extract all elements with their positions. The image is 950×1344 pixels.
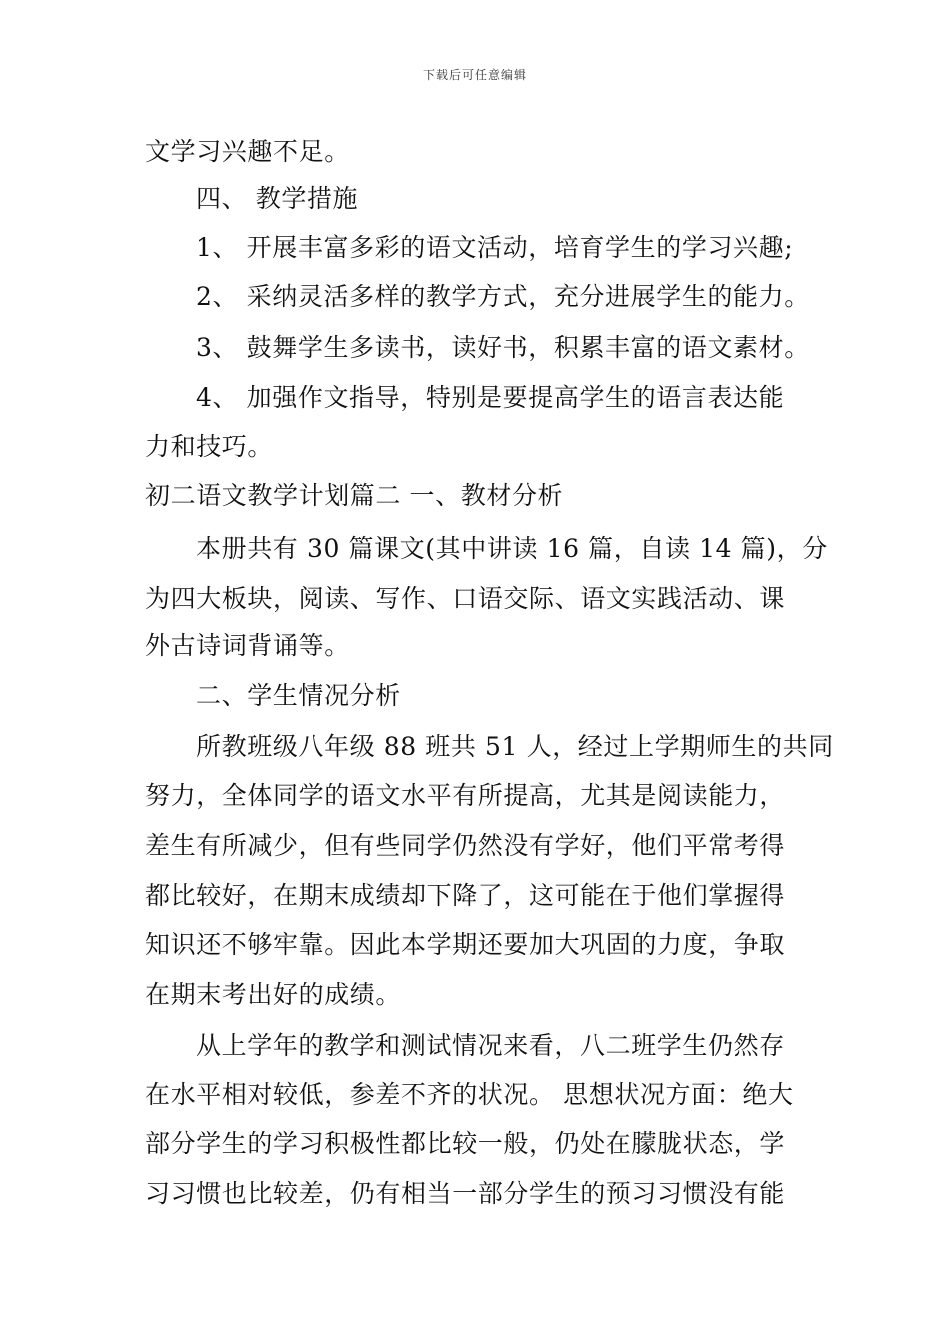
paragraph-line: 从上学年的教学和测试情况来看，八二班学生仍然存 <box>196 1031 785 1060</box>
paragraph-line: 在期末考出好的成绩。 <box>145 980 402 1009</box>
text-line: 力和技巧。 <box>145 432 274 461</box>
section-heading: 二、学生情况分析 <box>196 681 401 710</box>
list-item: 2、 采纳灵活多样的教学方式，充分进展学生的能力。 <box>196 282 810 311</box>
paragraph-line: 外古诗词背诵等。 <box>145 631 350 660</box>
list-item: 3、 鼓舞学生多读书，读好书，积累丰富的语文素材。 <box>196 333 810 362</box>
paragraph-line: 部分学生的学习积极性都比较一般，仍处在朦胧状态，学 <box>145 1129 786 1158</box>
section-title: 初二语文教学计划篇二 一、教材分析 <box>145 481 564 510</box>
paragraph-line: 都比较好，在期末成绩却下降了，这可能在于他们掌握得 <box>145 881 786 910</box>
paragraph-line: 知识还不够牢靠。因此本学期还要加大巩固的力度，争取 <box>145 930 786 959</box>
paragraph-line: 在水平相对较低，参差不齐的状况。 思想状况方面：绝大 <box>145 1080 794 1109</box>
paragraph-line: 努力，全体同学的语文水平有所提高，尤其是阅读能力， <box>145 781 786 810</box>
paragraph-line: 所教班级八年级 88 班共 51 人，经过上学期师生的共同 <box>196 732 834 761</box>
paragraph-line: 本册共有 30 篇课文(其中讲读 16 篇，自读 14 篇)，分 <box>196 534 828 563</box>
paragraph-line: 为四大板块，阅读、写作、口语交际、语文实践活动、课 <box>145 584 786 613</box>
header-note: 下载后可任意编辑 <box>422 68 527 82</box>
paragraph-line: 习习惯也比较差，仍有相当一部分学生的预习习惯没有能 <box>145 1179 786 1208</box>
text-line: 文学习兴趣不足。 <box>145 137 350 166</box>
paragraph-line: 差生有所减少，但有些同学仍然没有学好，他们平常考得 <box>145 831 786 860</box>
list-item: 1、 开展丰富多彩的语文活动，培育学生的学习兴趣; <box>196 233 794 262</box>
section-heading: 四、 教学措施 <box>196 184 359 213</box>
list-item: 4、 加强作文指导，特别是要提高学生的语言表达能 <box>196 383 785 412</box>
